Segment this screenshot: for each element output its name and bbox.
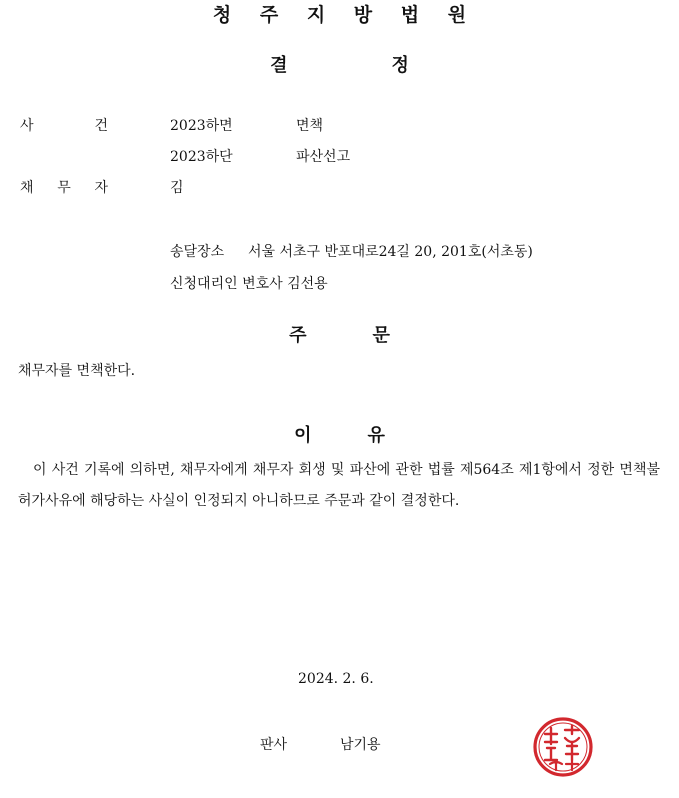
order-heading-char: 주 — [289, 325, 307, 346]
debtor-label-char: 자 — [94, 180, 108, 196]
debtor-name: 김 — [170, 180, 184, 196]
judge-seal — [532, 716, 594, 778]
case-number: 2023하면 — [170, 118, 233, 134]
judge-name: 남기용 — [340, 737, 381, 753]
order-text: 채무자를 면책한다. — [18, 363, 136, 379]
service-address-value: 서울 서초구 반포대로24길 20, 201호(서초동) — [248, 244, 533, 260]
case-label-char: 사 — [20, 118, 34, 134]
debtor-label-char: 채 — [20, 180, 34, 196]
title-char: 결 — [270, 55, 288, 76]
case-name: 면책 — [296, 118, 324, 134]
reason-heading — [0, 424, 679, 448]
debtor-label-char: 무 — [57, 180, 71, 196]
attorney-line: 신청대리인 변호사 김선용 — [170, 276, 328, 292]
case-number: 2023하단 — [170, 149, 233, 165]
order-heading — [0, 324, 679, 348]
debtor-label — [20, 178, 108, 198]
order-heading-char: 문 — [372, 325, 390, 346]
court-name: 청 주 지 방 법 원 — [212, 4, 478, 26]
reason-heading-char: 유 — [367, 425, 385, 446]
case-label-char: 건 — [94, 118, 108, 134]
service-address-label: 송달장소 — [170, 244, 225, 260]
decision-date: 2024. 2. 6. — [298, 671, 374, 687]
reason-text: 이 사건 기록에 의하면, 채무자에게 채무자 회생 및 파산에 관한 법률 제564조 제1항에서 정한 면책불허가사유에 해당하는 사실이 인정되지 아니하므로 주문과 같이 결정한다. — [18, 462, 660, 509]
case-label — [20, 116, 108, 136]
judge-title: 판사 — [260, 737, 288, 753]
seal-icon — [532, 716, 594, 778]
reason-heading-char: 이 — [294, 425, 312, 446]
case-name: 파산선고 — [296, 149, 351, 165]
title-char: 정 — [391, 55, 409, 76]
document-title — [0, 54, 679, 78]
